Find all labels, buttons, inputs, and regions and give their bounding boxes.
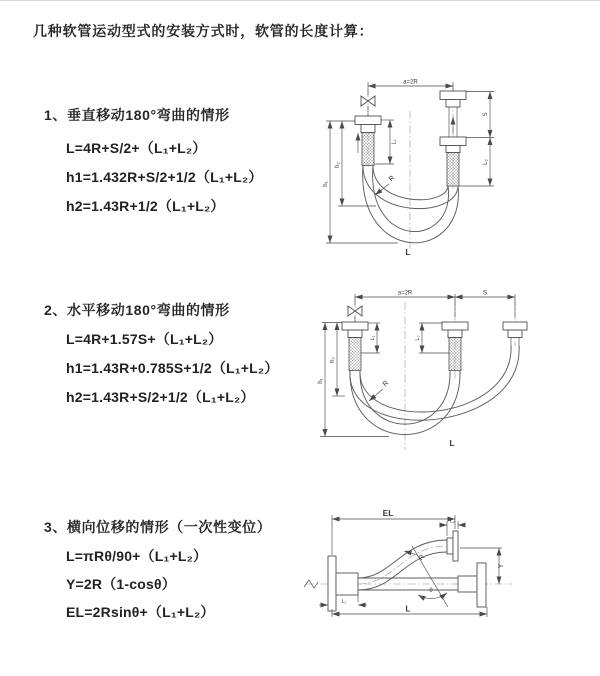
flange-plate [355, 116, 381, 125]
length-label: L [405, 603, 411, 614]
section-1-formula-length: L=4R+S/2+（L₁+L₂） [66, 140, 207, 156]
valve-icon [368, 96, 375, 106]
dim-label-s: S [482, 290, 488, 297]
diagram-lateral-displacement [300, 499, 600, 636]
centerlines [355, 298, 515, 450]
valve-icon [355, 306, 362, 316]
valve-icon [348, 306, 355, 316]
dimension-h1-h2 [323, 121, 398, 243]
flange-block [458, 576, 477, 592]
radius-callout [375, 175, 396, 195]
dim-label-h1: h₁ [318, 378, 324, 384]
dim-label-l2: L₂ [483, 159, 489, 165]
section-3-formula-el: EL=2Rsinθ+（L₁+L₂） [66, 604, 215, 620]
right-upper-flange-fitting [447, 531, 458, 561]
section-2-heading: 2、水平移动180°弯曲的情形 [44, 302, 230, 318]
flange-block [446, 146, 460, 153]
hose-u-curves [350, 345, 519, 435]
diagram-vertical-180-bend [318, 71, 595, 259]
dim-label-s: S [483, 112, 489, 117]
flange-block [446, 100, 460, 108]
dimension-l [332, 604, 487, 618]
length-label: L [449, 438, 455, 448]
section-3-heading: 3、横向位移的情形（一次性变位） [44, 519, 272, 535]
flange-block [336, 573, 358, 595]
radius-label: R [417, 553, 427, 563]
dim-label-el: EL [382, 508, 394, 518]
section-1-formula-h1: h1=1.432R+S/2+1/2（L₁+L₂） [66, 169, 263, 185]
dimension-a2r-s [355, 291, 515, 318]
flange-plate [328, 556, 336, 611]
flange-block [447, 538, 453, 554]
braided-hose-section [349, 338, 361, 371]
dim-label-h2: h₂ [330, 357, 336, 363]
hose-u-curves [363, 166, 459, 243]
dim-label-l2: L₂ [415, 335, 421, 341]
dim-label-h2: h₂ [335, 162, 341, 168]
radius-label: R [381, 379, 391, 389]
flange-block [348, 330, 362, 338]
section-1-heading: 1、垂直移动180°弯曲的情形 [44, 107, 230, 123]
dimension-l1 [375, 120, 398, 164]
section-2-formula-h1: h1=1.43R+0.785S+1/2（L₁+L₂） [66, 360, 279, 376]
theta-label: θ [429, 588, 433, 594]
middle-pipe-fitting [442, 322, 468, 371]
flange-plate [442, 322, 468, 330]
dim-label-h1: h₁ [323, 181, 329, 187]
flange-plate [440, 137, 466, 146]
left-pipe-fitting [355, 96, 381, 166]
dimension-el [332, 508, 455, 555]
flange-plate [440, 91, 466, 100]
section-3-formula-length: L=πRθ/90+（L₁+L₂） [66, 548, 208, 564]
dim-label-l1: L₁ [341, 599, 347, 605]
dim-label-l1: L₁ [391, 139, 398, 145]
radius-label: R [387, 174, 397, 184]
dim-label-y: Y [498, 563, 505, 569]
valve-icon [361, 96, 368, 106]
dimension-l2 [440, 519, 465, 537]
page-title: 几种软管运动型式的安装方式时，软管的长度计算： [33, 23, 374, 39]
dim-label-l1: L₁ [370, 335, 376, 341]
braided-hose-section [447, 153, 459, 187]
flange-block [361, 125, 375, 133]
centerlines [368, 85, 453, 249]
section-3-formula-y: Y=2R（1-cosθ） [66, 576, 176, 592]
diagram-horizontal-180-bend [315, 284, 600, 464]
dim-label-l2: L₂ [449, 518, 456, 525]
flange-plate [342, 322, 368, 330]
flange-plate [453, 531, 458, 561]
dim-label-a2r: a=2R [397, 290, 413, 297]
flange-block [508, 330, 522, 338]
section-2-formula-h2: h2=1.43R+S/2+1/2（L₁+L₂） [66, 389, 255, 405]
flange-plate [503, 322, 527, 330]
section-2-formula-length: L=4R+1.57S+（L₁+L₂） [66, 331, 223, 347]
flange-block [448, 330, 462, 338]
dimension-l1 [319, 595, 367, 605]
right-lower-flange-fitting [458, 563, 486, 607]
section-1-formula-h2: h2=1.43R+1/2（L₁+L₂） [66, 198, 225, 214]
length-label: L [405, 247, 411, 257]
braided-hose-section [449, 338, 461, 371]
dim-label-a2r: a=2R [403, 79, 418, 86]
flange-plate [477, 563, 486, 607]
braided-hose-section [362, 133, 374, 166]
